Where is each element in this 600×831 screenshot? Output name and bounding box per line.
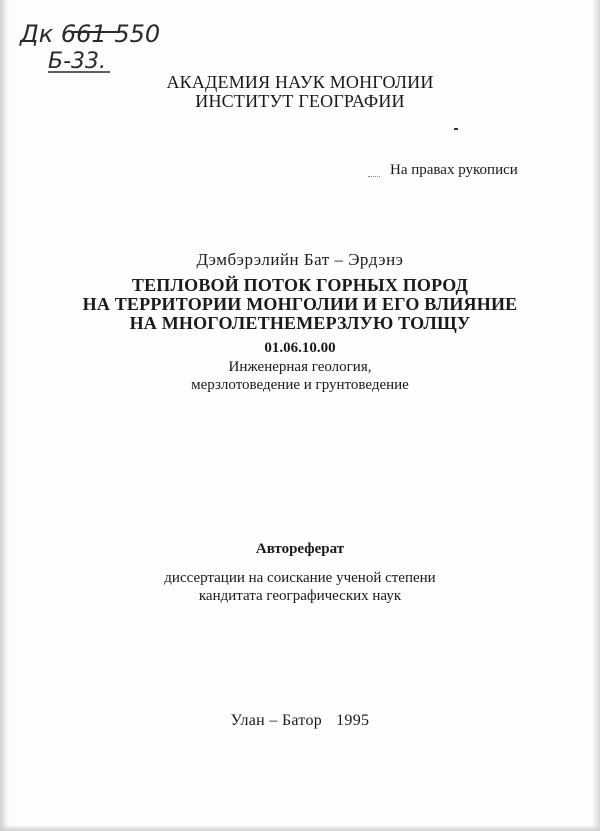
scan-edge-bottom (0, 825, 600, 831)
imprint-city: Улан – Батор (230, 712, 323, 729)
specialty-line-1: Инженерная геология, (228, 359, 372, 375)
degree-description (0, 569, 600, 605)
institution-header (0, 73, 600, 111)
title-line-3: НА МНОГОЛЕТНЕМЕРЗЛУЮ ТОЛЩУ (129, 313, 471, 333)
scan-dots (368, 176, 380, 179)
scan-edge-left (0, 0, 10, 831)
handwritten-catalog-number (18, 14, 188, 74)
imprint-year: 1995 (336, 712, 370, 729)
title-line-2: НА ТЕРРИТОРИИ МОНГОЛИИ И ЕГО ВЛИЯНИЕ (82, 294, 518, 314)
specialty-name (0, 358, 600, 394)
institution-line-2: ИНСТИТУТ ГЕОГРАФИИ (195, 91, 405, 111)
degree-line-2: кандитата географических наук (198, 588, 402, 604)
dissertation-title (0, 276, 600, 333)
title-line-1: ТЕПЛОВОЙ ПОТОК ГОРНЫХ ПОРОД (131, 275, 469, 295)
scan-edge-right (592, 0, 600, 831)
specialty-line-2: мерзлотоведение и грунтоведение (191, 377, 409, 393)
abstract-heading: Автореферат (255, 541, 345, 557)
catalog-line-2: Б-33. (48, 49, 107, 74)
specialty-code: 01.06.10.00 (264, 340, 336, 356)
degree-line-1: диссертации на соискание ученой степени (164, 570, 436, 586)
scan-speck (454, 128, 458, 130)
author-name: Дэмбэрэлийн Бат – Эрдэнэ (196, 250, 404, 269)
catalog-line-1: Дк 661 550 (20, 20, 161, 48)
imprint (0, 712, 600, 730)
institution-line-1: АКАДЕМИЯ НАУК МОНГОЛИИ (166, 72, 434, 92)
manuscript-rights-note: На правах рукописи (390, 162, 518, 178)
